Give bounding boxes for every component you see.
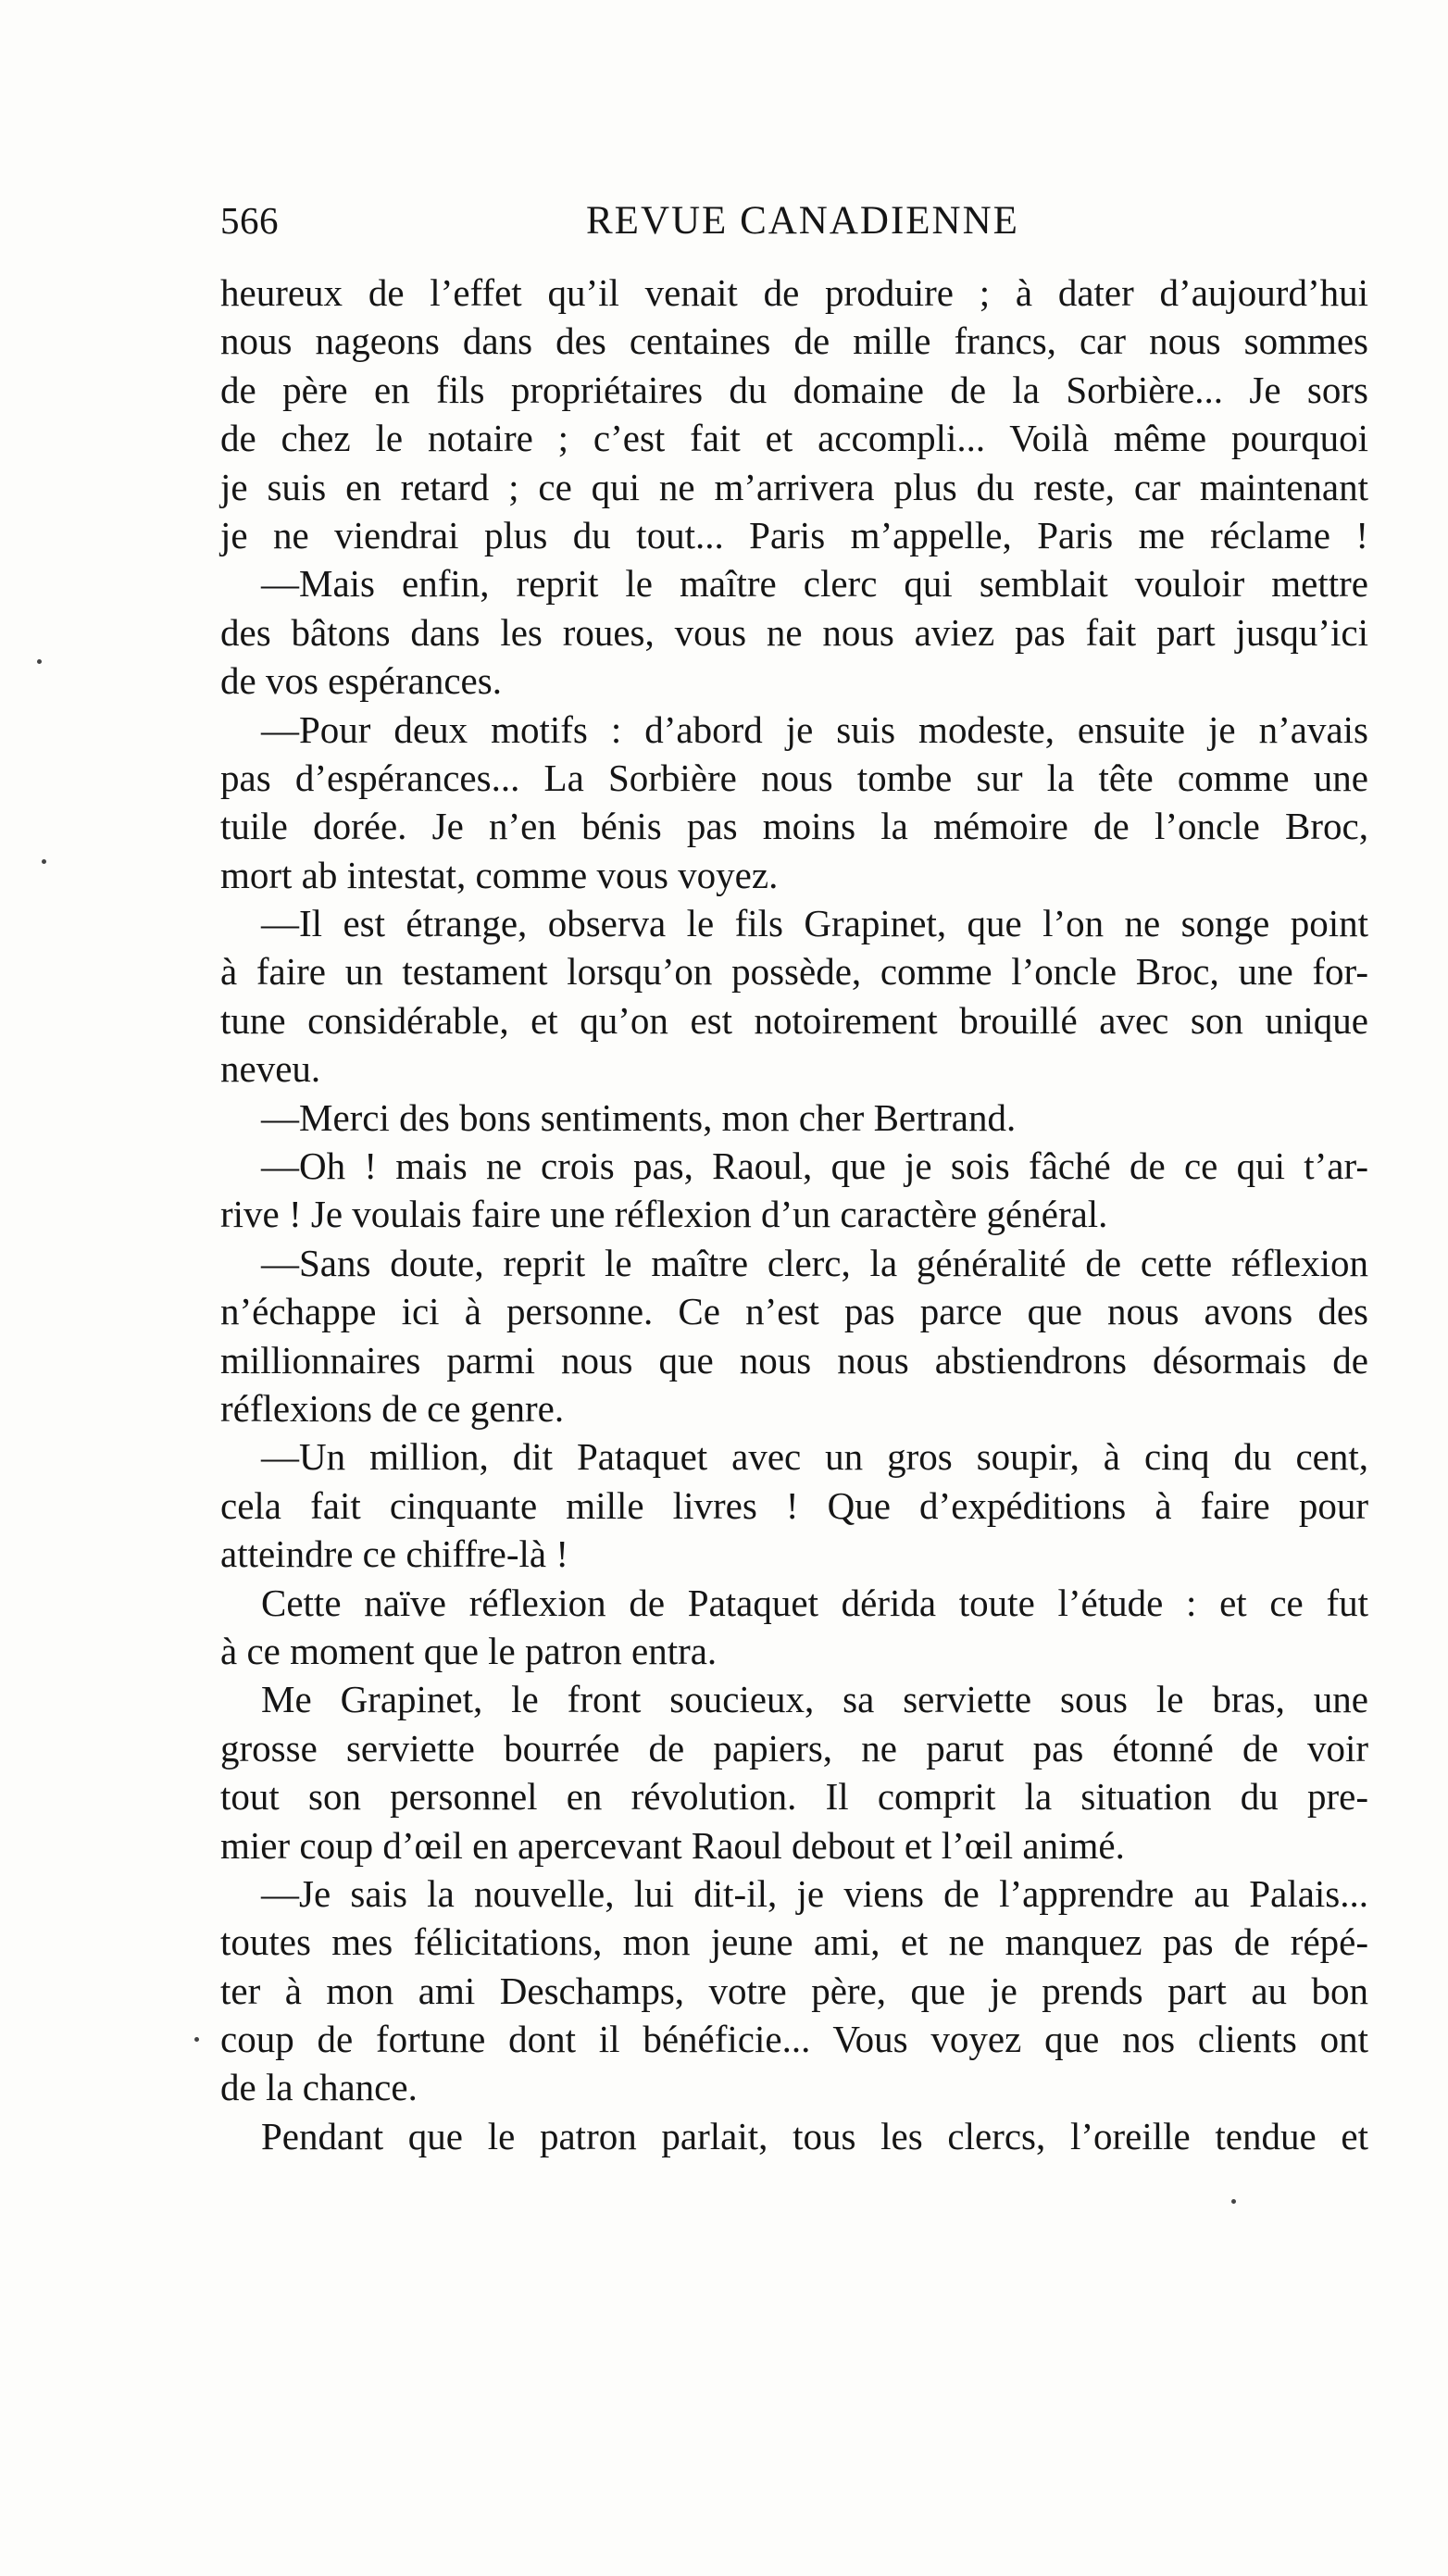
text-line: tout son personnel en révolution. Il comprit la situation du pre- [220, 1775, 1368, 1819]
text-line: —Mais enfin, reprit le maître clerc qui semblait vouloir mettre [261, 562, 1368, 606]
text-line: heureux de l’effet qu’il venait de produire ; à dater d’aujourd’hui [220, 271, 1368, 314]
text-line: n’échappe ici à personne. Ce n’est pas parce que nous avons des [220, 1290, 1368, 1333]
margin-speck [37, 659, 42, 664]
text-line: grosse serviette bourrée de papiers, ne parut pas étonné de voir [220, 1726, 1368, 1769]
text-line: tune considérable, et qu’on est notoirement brouillé avec son unique [220, 998, 1368, 1042]
margin-speck [1231, 2199, 1236, 2204]
text-line: —Oh ! mais ne crois pas, Raoul, que je sois fâché de ce qui t’ar- [261, 1144, 1368, 1188]
text-line: ter à mon ami Deschamps, votre père, que je prends part au bon [220, 1969, 1368, 2012]
text-line: —Merci des bons sentiments, mon cher Bertrand. [261, 1095, 1017, 1139]
text-line: Pendant que le patron parlait, tous les clercs, l’oreille tendue et [261, 2114, 1368, 2157]
text-line: pas d’espérances... La Sorbière nous tombe sur la tête comme une [220, 756, 1368, 799]
margin-speck [42, 859, 46, 864]
text-line: coup de fortune dont il bénéficie... Vous voyez que nos clients ont [220, 2018, 1368, 2061]
text-line: à ce moment que le patron entra. [220, 1629, 718, 1672]
text-line: —Un million, dit Pataquet avec un gros soupir, à cinq du cent, [261, 1435, 1368, 1479]
text-line: —Sans doute, reprit le maître clerc, la généralité de cette réflexion [261, 1241, 1368, 1284]
text-line: mort ab intestat, comme vous voyez. [220, 853, 779, 896]
page-number: 566 [220, 199, 279, 242]
text-line: je suis en retard ; ce qui ne m’arrivera plus du reste, car maintenant [220, 465, 1368, 508]
text-line: je ne viendrai plus du tout... Paris m’appelle, Paris me réclame ! [220, 513, 1368, 556]
text-line: millionnaires parmi nous que nous nous abstiendrons désormais de [220, 1338, 1368, 1382]
text-line: rive ! Je voulais faire une réflexion d’un caractère général. [220, 1193, 1108, 1236]
text-line: —Je sais la nouvelle, lui dit-il, je viens de l’apprendre au Palais... [261, 1871, 1368, 1915]
text-line: tuile dorée. Je n’en bénis pas moins la mémoire de l’oncle Broc, [220, 805, 1368, 848]
text-line: Cette naïve réflexion de Pataquet dérida toute l’étude : et ce fut [261, 1581, 1368, 1624]
text-line: mier coup d’œil en apercevant Raoul debout et l’œil animé. [220, 1823, 1125, 1867]
text-line: atteindre ce chiffre-là ! [220, 1532, 568, 1576]
margin-speck [194, 2037, 199, 2042]
page-header [220, 198, 1368, 254]
running-title: REVUE CANADIENNE [586, 199, 1019, 243]
text-line: —Il est étrange, observa le fils Grapinet, que l’on ne songe point [261, 902, 1368, 945]
text-line: de la chance. [220, 2066, 418, 2109]
text-line: de père en fils propriétaires du domaine de la Sorbière... Je sors [220, 368, 1368, 411]
text-line: réflexions de ce genre. [220, 1386, 565, 1430]
text-line: nous nageons dans des centaines de mille francs, car nous sommes [220, 319, 1368, 363]
text-line: neveu. [220, 1047, 321, 1091]
text-line: de vos espérances. [220, 659, 502, 703]
text-line: à faire un testament lorsqu’on possède, comme l’oncle Broc, une for- [220, 950, 1368, 994]
text-line: de chez le notaire ; c’est fait et accompli... Voilà même pourquoi [220, 417, 1368, 460]
text-line: Me Grapinet, le front soucieux, sa serviette sous le bras, une [261, 1678, 1368, 1721]
text-line: toutes mes félicitations, mon jeune ami, et ne manquez pas de répé- [220, 1920, 1368, 1964]
text-line: des bâtons dans les roues, vous ne nous aviez pas fait part jusqu’ici [220, 610, 1368, 654]
text-line: cela fait cinquante mille livres ! Que d’expéditions à faire pour [220, 1483, 1368, 1527]
text-line: —Pour deux motifs : d’abord je suis modeste, ensuite je n’avais [261, 707, 1368, 751]
body-text [220, 269, 1368, 2160]
